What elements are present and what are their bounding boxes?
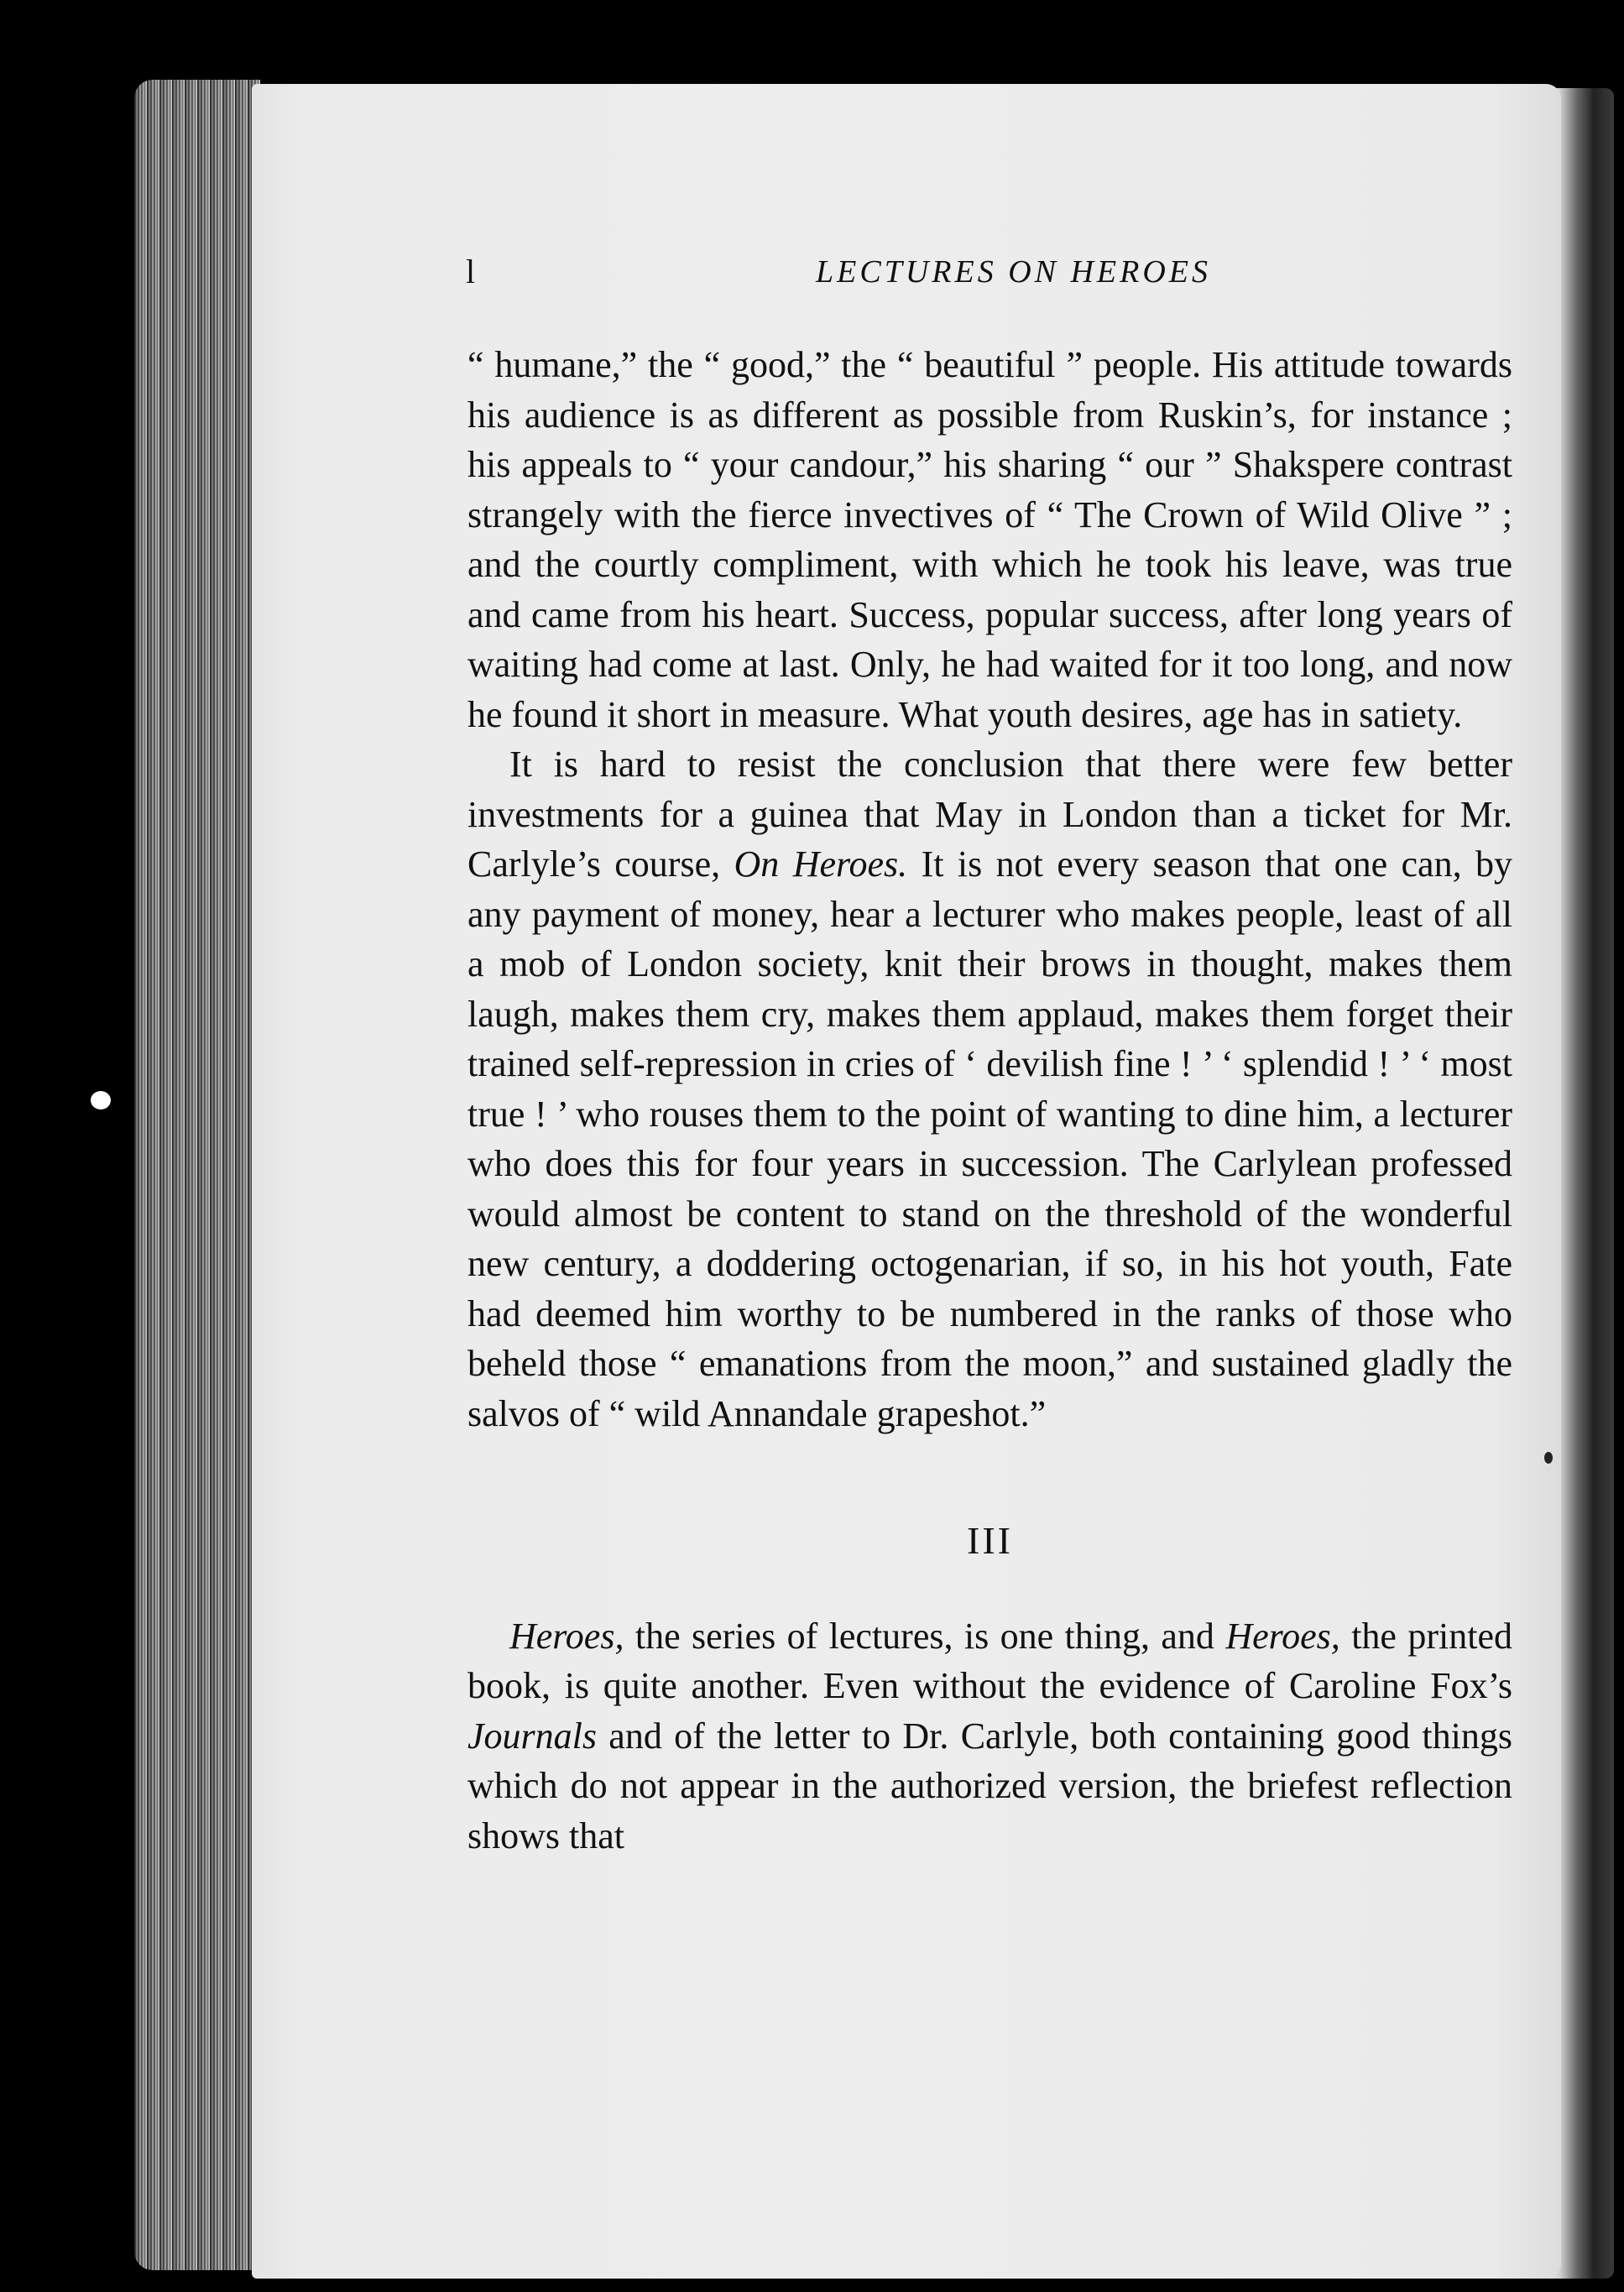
book-title-on-heroes: On Heroes. [734,843,908,885]
page-header [466,252,1511,302]
margin-speck [1544,1452,1553,1464]
book-title-journals: Journals [467,1715,597,1757]
paragraph-3-part-2: the printed book, is quite another. Even without the evidence of Caroline Fox’s [467,1615,1512,1706]
paragraph-3-end: and of the letter to Dr. Carlyle, both containing good things which do not appear in the authorized version, the briefest reflection shows that [467,1715,1512,1856]
paragraph-3-part-1: the series of lectures, is one thing, and [624,1615,1226,1657]
section-heading: III [967,1519,1013,1562]
book-title-heroes-1: Heroes, [509,1615,624,1657]
paragraph-1: “ humane,” the “ good,” the “ beautiful ” people. His attitude towards his audience is as different as possible from Ruskin’s, for instance ; his appeals to “ your candour,” his sharing “ our ” Shakspere contrast strangely with the fierce invectives of “ The Crown of Wild Olive ” ; and the courtly compliment, with which he took his leave, was true and came from his heart. Success, popular success, after long years of waiting had come at last. Only, he had waited for it too long, and now he found it short in measure. What youth desires, age has in satiety. [467,344,1512,735]
left-page-edges [134,80,260,2270]
body-text [467,340,1512,1861]
paragraph-2-rest: It is not every season that one can, by any payment of money, hear a lecturer who makes people, least of all a mob of London society, knit their brows in thought, makes them laugh, makes them cry, makes them applaud, makes them forget their trained self-repression in cries of ‘ devilish fine ! ’ ‘ splendid ! ’ ‘ most true ! ’ who rouses them to the point of wanting to dine him, a lecturer who does this for four years in succession. The Carlylean professed would almost be content to stand on the threshold of the wonderful new century, a doddering octogenarian, if so, in his hot youth, Fate had deemed him worthy to be numbered in the ranks of those who beheld those “ emanations from the moon,” and sustained gladly the salvos of “ wild Annandale grapeshot.” [467,843,1512,1434]
paragraph-2 [467,739,1512,1438]
paragraph-3 [467,1611,1512,1861]
page-number: l [466,253,476,290]
book-title-heroes-2: Heroes, [1225,1615,1340,1657]
paragraph-2-start: It is hard to resist the conclusion that there were few better investments for a guinea that May in London than a ticket for Mr. Carlyle’s course, [467,744,1512,885]
margin-speck [91,1091,111,1109]
running-head: LECTURES ON HEROES [816,254,1211,290]
